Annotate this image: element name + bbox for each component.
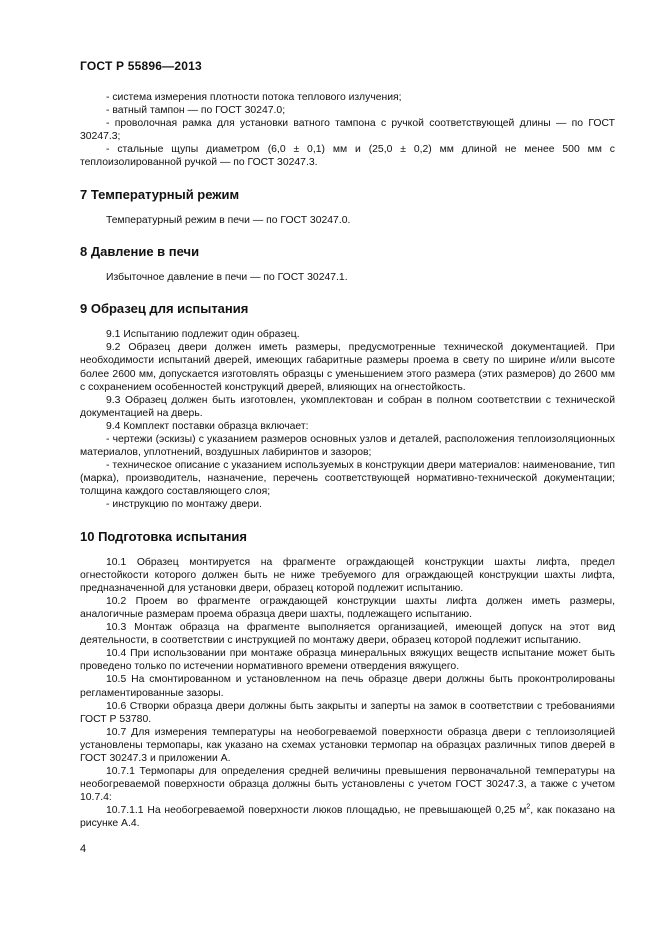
paragraph-10-5: 10.5 На смонтированном и установленном на печь образце двери должны быть проконтролированы регламентированные зазоры.: [80, 674, 615, 699]
list-item: - система измерения плотности потока теплового излучения;: [106, 92, 402, 103]
list-item: - ватный тампон — по ГОСТ 30247.0;: [106, 105, 286, 117]
paragraph-9-3: 9.3 Образец должен быть изготовлен, укомплектован и собран в полном соответствии с технической документацией на дверь.: [80, 394, 615, 419]
list-item: - стальные щупы диаметром (6,0 ± 0,1) мм и (25,0 ± 0,2) мм длиной не менее 500 мм с теплоизолированной ручкой — по ГОСТ 30247.3.: [80, 144, 615, 169]
document-body: [80, 91, 615, 830]
paragraph-9-2: 9.2 Образец двери должен иметь размеры, предусмотренные технической документацией. При необходимости испытаний дверей, имеющих габаритные размеры проема в свету по ширине и/или высоте более 2600 мм, допускается изготовлять образцы с уменьшением этого размера (этих размеров) до 2600 мм с сохранением особенностей конструкций дверей, влияющих на огнестойкость.: [80, 342, 615, 393]
paragraph-10-7: 10.7 Для измерения температуры на необогреваемой поверхности образца двери с теплоизоляцией установлены термопары, как указано на схемах установки термопар на образцах различных типов дверей в ГОСТ 30247.3 и приложении А.: [80, 726, 615, 764]
section-7-heading: 7 Температурный режим: [80, 187, 240, 203]
document-code-header: ГОСТ Р 55896—2013: [80, 59, 202, 73]
paragraph-9-4: 9.4 Комплект поставки образца включает:: [106, 420, 309, 432]
list-item: - чертежи (эскизы) с указанием размеров основных узлов и деталей, расположения теплоизоляционных материалов, уплотнений, воздушных лабиринтов и зазоров;: [80, 433, 615, 458]
paragraph-10-7-1-1: [80, 804, 615, 830]
list-item: - проволочная рамка для установки ватного тампона с ручкой соответствующей длины — по ГОСТ 30247.3;: [80, 118, 615, 143]
paragraph-text-start: 10.7.1.1 На необогреваемой поверхности люков площадью, не превышающей 0,25 м: [106, 804, 527, 816]
section-7-text: Температурный режим в печи — по ГОСТ 30247.0.: [106, 215, 351, 227]
paragraph-10-4: 10.4 При использовании при монтаже образца минеральных вяжущих веществ испытание может быть проведено только по истечении нормативного времени отвердения вяжущего.: [80, 648, 615, 673]
section-9-heading: 9 Образец для испытания: [80, 301, 249, 317]
paragraph-10-1: 10.1 Образец монтируется на фрагменте ограждающей конструкции шахты лифта, предел огнестойкости которого должен быть не ниже требуемого для ограждающей конструкции шахты лифта, предназначенной для установки двери, образец которой подлежит испытанию.: [80, 557, 615, 595]
section-8-heading: 8 Давление в печи: [80, 244, 200, 260]
paragraph-10-6: 10.6 Створки образца двери должны быть закрыты и заперты на замок в соответствии с требованиями ГОСТ Р 53780.: [80, 700, 615, 725]
paragraph-10-7-1: 10.7.1 Термопары для определения средней величины превышения первоначальной температуры на необогреваемой поверхности образца должны быть установлены с учетом ГОСТ 30247.3, а также с учетом 10.7.4:: [80, 765, 615, 803]
superscript-exponent: 2: [526, 803, 531, 811]
list-item: - инструкцию по монтажу двери.: [106, 498, 262, 510]
paragraph-10-3: 10.3 Монтаж образца на фрагменте выполняется организацией, имеющей допуск на этот вид деятельности, в соответствии с инструкцией по монтажу двери, образец которой подлежит испытанию.: [80, 622, 615, 647]
section-8-text: Избыточное давление в печи — по ГОСТ 30247.1.: [106, 272, 348, 284]
paragraph-9-1: 9.1 Испытанию подлежит один образец.: [106, 329, 300, 341]
section-10-heading: 10 Подготовка испытания: [80, 529, 247, 545]
list-item: - техническое описание с указанием используемых в конструкции двери материалов: наименование, тип (марка), производитель, назначение, перечень соответствующей нормативно-технической документации; толщина каждого составляющего слоя;: [80, 459, 615, 497]
paragraph-text-end: , как показано на рисунке А.4.: [80, 804, 615, 829]
paragraph-10-2: 10.2 Проем во фрагменте ограждающей конструкции шахты лифта должен иметь размеры, аналогичные размерам проема образца двери шахты, подлежащего испытанию.: [80, 596, 615, 621]
page-number: 4: [80, 843, 87, 855]
